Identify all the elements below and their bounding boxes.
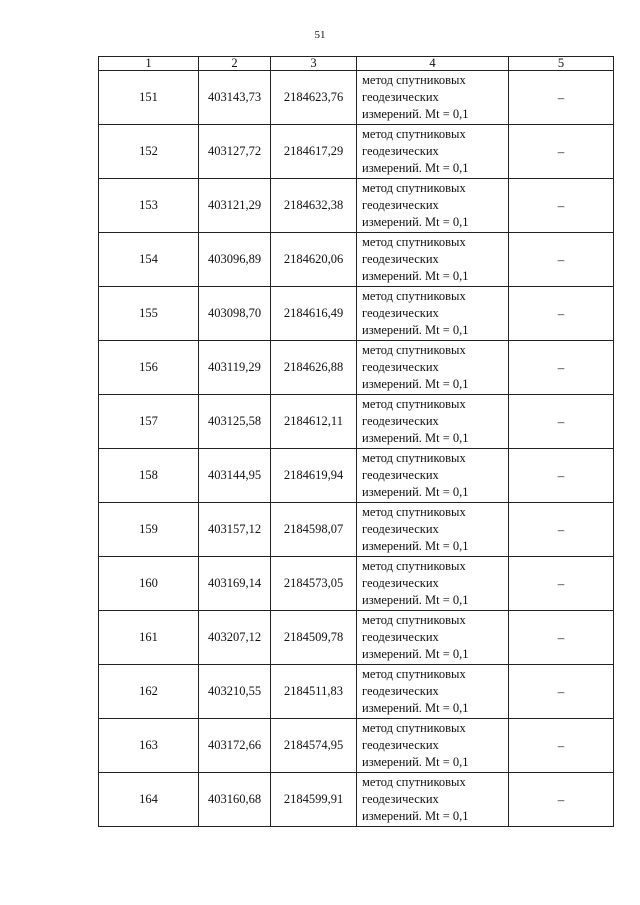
note-cell: – [509, 287, 614, 341]
point-number: 162 [99, 665, 199, 719]
coordinate-y: 2184598,07 [271, 503, 357, 557]
method-line: измерений. Mt = 0,1 [362, 323, 469, 337]
method-line: измерений. Mt = 0,1 [362, 377, 469, 391]
method-line: геодезических [362, 792, 439, 806]
note-cell: – [509, 341, 614, 395]
method-description [357, 395, 509, 449]
method-line: измерений. Mt = 0,1 [362, 647, 469, 661]
method-description [357, 287, 509, 341]
coordinate-y: 2184573,05 [271, 557, 357, 611]
table-row [99, 125, 614, 179]
coordinate-y: 2184617,29 [271, 125, 357, 179]
method-line: метод спутниковых [362, 289, 466, 303]
method-line: метод спутниковых [362, 397, 466, 411]
point-number: 158 [99, 449, 199, 503]
method-line: геодезических [362, 468, 439, 482]
method-line: метод спутниковых [362, 559, 466, 573]
table-header-row [99, 57, 614, 71]
method-line: измерений. Mt = 0,1 [362, 755, 469, 769]
column-header: 4 [357, 57, 509, 71]
coordinate-x: 403157,12 [199, 503, 271, 557]
coordinate-y: 2184511,83 [271, 665, 357, 719]
coordinate-x: 403096,89 [199, 233, 271, 287]
coordinate-x: 403210,55 [199, 665, 271, 719]
method-description [357, 233, 509, 287]
note-cell: – [509, 179, 614, 233]
method-description [357, 719, 509, 773]
method-line: измерений. Mt = 0,1 [362, 269, 469, 283]
coordinate-x: 403144,95 [199, 449, 271, 503]
note-cell: – [509, 557, 614, 611]
point-number: 154 [99, 233, 199, 287]
method-description [357, 557, 509, 611]
coordinate-y: 2184612,11 [271, 395, 357, 449]
method-line: геодезических [362, 576, 439, 590]
method-line: измерений. Mt = 0,1 [362, 809, 469, 823]
point-number: 157 [99, 395, 199, 449]
table-row [99, 233, 614, 287]
method-line: метод спутниковых [362, 721, 466, 735]
coordinate-x: 403121,29 [199, 179, 271, 233]
method-line: измерений. Mt = 0,1 [362, 701, 469, 715]
method-description [357, 449, 509, 503]
method-description [357, 179, 509, 233]
method-line: измерений. Mt = 0,1 [362, 431, 469, 445]
method-line: метод спутниковых [362, 235, 466, 249]
method-line: метод спутниковых [362, 505, 466, 519]
column-header: 5 [509, 57, 614, 71]
table-row [99, 341, 614, 395]
method-line: геодезических [362, 684, 439, 698]
method-description [357, 665, 509, 719]
method-line: измерений. Mt = 0,1 [362, 107, 469, 121]
method-line: метод спутниковых [362, 127, 466, 141]
page-number: 51 [314, 29, 326, 41]
note-cell: – [509, 71, 614, 125]
method-line: геодезических [362, 90, 439, 104]
column-header: 2 [199, 57, 271, 71]
point-number: 160 [99, 557, 199, 611]
coordinate-x: 403119,29 [199, 341, 271, 395]
table-row [99, 179, 614, 233]
coordinate-y: 2184620,06 [271, 233, 357, 287]
method-description [357, 503, 509, 557]
method-line: измерений. Mt = 0,1 [362, 485, 469, 499]
table-row [99, 773, 614, 827]
method-line: метод спутниковых [362, 613, 466, 627]
method-line: измерений. Mt = 0,1 [362, 539, 469, 553]
method-line: метод спутниковых [362, 343, 466, 357]
table-row [99, 503, 614, 557]
note-cell: – [509, 665, 614, 719]
coordinate-y: 2184574,95 [271, 719, 357, 773]
table-row [99, 287, 614, 341]
note-cell: – [509, 719, 614, 773]
table-row [99, 719, 614, 773]
coordinate-y: 2184599,91 [271, 773, 357, 827]
point-number: 164 [99, 773, 199, 827]
coordinate-x: 403160,68 [199, 773, 271, 827]
coordinate-x: 403207,12 [199, 611, 271, 665]
note-cell: – [509, 611, 614, 665]
coordinate-x: 403172,66 [199, 719, 271, 773]
method-description [357, 611, 509, 665]
method-line: метод спутниковых [362, 451, 466, 465]
coordinate-y: 2184619,94 [271, 449, 357, 503]
note-cell: – [509, 449, 614, 503]
method-line: метод спутниковых [362, 181, 466, 195]
coordinate-x: 403127,72 [199, 125, 271, 179]
table-body [99, 71, 614, 827]
table-row [99, 611, 614, 665]
method-description [357, 341, 509, 395]
method-description [357, 125, 509, 179]
coordinate-x: 403098,70 [199, 287, 271, 341]
coordinates-table [98, 56, 614, 827]
point-number: 159 [99, 503, 199, 557]
point-number: 161 [99, 611, 199, 665]
method-line: геодезических [362, 738, 439, 752]
method-line: геодезических [362, 522, 439, 536]
coordinate-y: 2184626,88 [271, 341, 357, 395]
column-header: 1 [99, 57, 199, 71]
coordinate-x: 403169,14 [199, 557, 271, 611]
table-row [99, 395, 614, 449]
method-line: измерений. Mt = 0,1 [362, 215, 469, 229]
method-line: геодезических [362, 306, 439, 320]
point-number: 163 [99, 719, 199, 773]
method-line: метод спутниковых [362, 775, 466, 789]
coordinate-y: 2184616,49 [271, 287, 357, 341]
method-line: метод спутниковых [362, 667, 466, 681]
table-row [99, 449, 614, 503]
note-cell: – [509, 503, 614, 557]
point-number: 153 [99, 179, 199, 233]
point-number: 156 [99, 341, 199, 395]
note-cell: – [509, 773, 614, 827]
coordinate-x: 403143,73 [199, 71, 271, 125]
coordinate-x: 403125,58 [199, 395, 271, 449]
note-cell: – [509, 233, 614, 287]
point-number: 152 [99, 125, 199, 179]
table-row [99, 71, 614, 125]
point-number: 151 [99, 71, 199, 125]
note-cell: – [509, 125, 614, 179]
method-line: геодезических [362, 414, 439, 428]
method-line: метод спутниковых [362, 73, 466, 87]
method-line: измерений. Mt = 0,1 [362, 161, 469, 175]
point-number: 155 [99, 287, 199, 341]
coordinate-y: 2184632,38 [271, 179, 357, 233]
method-line: измерений. Mt = 0,1 [362, 593, 469, 607]
table-row [99, 665, 614, 719]
method-line: геодезических [362, 630, 439, 644]
method-line: геодезических [362, 360, 439, 374]
method-description [357, 773, 509, 827]
coordinate-y: 2184623,76 [271, 71, 357, 125]
method-line: геодезических [362, 198, 439, 212]
method-line: геодезических [362, 144, 439, 158]
coordinate-y: 2184509,78 [271, 611, 357, 665]
note-cell: – [509, 395, 614, 449]
table-row [99, 557, 614, 611]
method-line: геодезических [362, 252, 439, 266]
method-description [357, 71, 509, 125]
column-header: 3 [271, 57, 357, 71]
